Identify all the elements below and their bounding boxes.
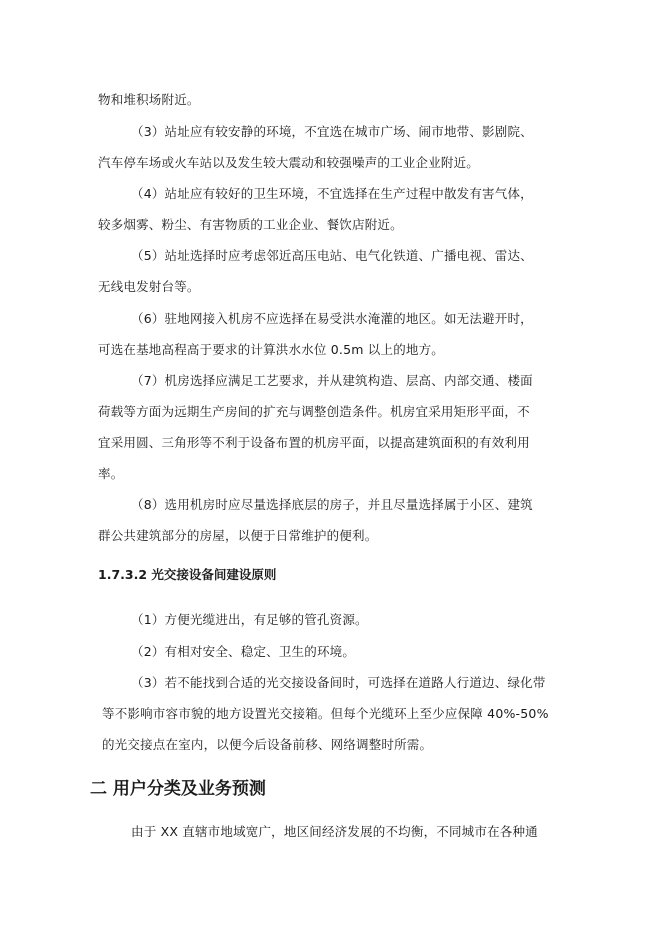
text-line: （2）有相对安全、稳定、卫生的环境。 <box>131 644 356 659</box>
text-line: （5）站址选择时应考虑邻近高压电站、电气化铁道、广播电视、雷达、 <box>131 248 533 263</box>
text-line: 汽车停车场或火车站以及发生较大震动和较强噪声的工业企业附近。 <box>98 155 480 170</box>
text-line: 等不影响市容市貌的地方设置光交接箱。但每个光缆环上至少应保障 40%-50% <box>102 706 549 721</box>
text-line: 宜采用圆、三角形等不利于设备布置的机房平面，以提高建筑面积的有效利用 <box>98 435 530 450</box>
text-line: （8）选用机房时应尽量选择底层的房子，并且尽量选择属于小区、建筑 <box>131 497 533 512</box>
subsection-heading: 1.7.3.2 光交接设备间建设原则 <box>98 567 277 582</box>
text-line: 无线电发射台等。 <box>98 279 200 294</box>
text-line: （1）方便光缆进出，有足够的管孔资源。 <box>131 612 368 627</box>
text-line: 率。 <box>98 466 124 481</box>
text-line: 群公共建筑部分的房屋，以便于日常维护的便利。 <box>98 528 378 543</box>
text-line: （3）站址应有较安静的环境，不宜选在城市广场、闹市地带、影剧院、 <box>131 124 533 139</box>
text-line: （4）站址应有较好的卫生环境，不宜选择在生产过程中散发有害气体， <box>131 186 533 201</box>
section-heading: 二 用户分类及业务预测 <box>90 779 266 799</box>
text-line: （3）若不能找到合适的光交接设备间时，可选择在道路人行道边、绿化带 <box>131 675 546 690</box>
text-line: （7）机房选择应满足工艺要求，并从建筑构造、层高、内部交通、楼面 <box>131 373 533 388</box>
text-line: 物和堆积场附近。 <box>98 92 200 107</box>
text-line: （6）驻地网接入机房不应选择在易受洪水淹灌的地区。如无法避开时， <box>131 311 533 326</box>
text-line: 的光交接点在室内，以便今后设备前移、网络调整时所需。 <box>102 737 433 752</box>
text-line: 荷载等方面为远期生产房间的扩充与调整创造条件。机房宜采用矩形平面，不 <box>98 404 530 419</box>
text-line: 可选在基地高程高于要求的计算洪水水位 0.5m 以上的地方。 <box>98 342 445 357</box>
text-line: 较多烟雾、粉尘、有害物质的工业企业、餐饮店附近。 <box>98 217 403 232</box>
text-line: 由于 XX 直辖市地域宽广，地区间经济发展的不均衡，不同城市在各种通 <box>131 824 538 839</box>
